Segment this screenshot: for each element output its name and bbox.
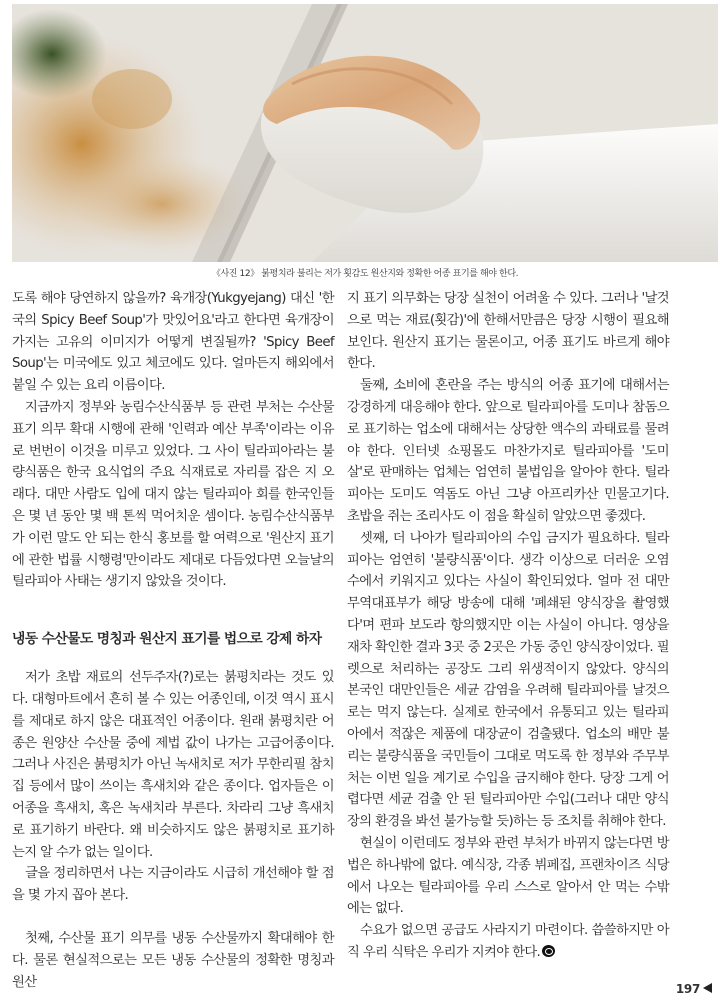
section-heading: 냉동 수산물도 명칭과 원산지 표기를 법으로 강제 하자 — [12, 631, 322, 648]
left-paragraph-4: 글을 정리하면서 나는 지금이라도 시급히 개선해야 할 점을 몇 가지 꼽아 본다. — [12, 866, 334, 904]
right-paragraph-5 — [347, 920, 669, 964]
right-paragraph-3: 셋째, 더 나아가 틸라피아의 수입 금지가 필요하다. 틸라피아는 엄연히 '불량식품'이다. 생각 이상으로 더러운 오염수에서 키워지고 있다는 사실이 확인되었다. 얼마 전 대만무역대표부가 해당 방송에 대해 '폐쇄된 양식장을 촬영했다'며 편파 보도라 항의했지만 이는 사실이 아니다. 영상을 재차 확인한 결과 3곳 중 2곳은 가동 중인 양식장이었다. 필렛으로 처리하는 공장도 그리 위생적이지 않았다. 양식의 본국인 대만인들은 세균 감염을 우려해 틸라피아를 날것으로는 먹지 않는다. 실제로 한국에서 유통되고 있는 틸라피아에서 적잖은 제품에 대장균이 검출됐다. 업소의 배만 불리는 불량식품을 국민들이 그대로 먹도록 한 정부와 주무부처는 이번 일을 계기로 수입을 금지해야 한다. 당장 그게 어렵다면 세균 검출 안 된 틸라피아만 수입(그러나 대만 양식장의 환경을 봐선 불가능할 듯)하는 등 조치를 취해야 한다. — [347, 530, 669, 830]
left-paragraph-3: 저가 초밥 재료의 선두주자(?)로는 붉평치라는 것도 있다. 대형마트에서 흔히 볼 수 있는 어종인데, 이것 역시 표시를 제대로 하지 않은 대표적인 어종이다. 원래 붉평치란 어종은 원양산 수산물 중에 제법 값이 나가는 고급어종이다. 그러나 사진은 붉평치가 아닌 녹새치로 저가 무한리필 참치집 등에서 많이 쓰이는 흑새치와 같은 종이다. 업자들은 이 어종을 흑새치, 혹은 녹새치라 부른다. 차라리 그냥 흑새치로 표기하기 바란다. 왜 비슷하지도 않은 붉평치로 표기하는지 알 수가 없는 일이다. — [12, 670, 334, 860]
closing-text: 수요가 없으면 공급도 사라지기 마련이다. 씁쓸하지만 아직 우리 식탁은 우리가 지켜야 한다. — [347, 923, 669, 960]
sushi-photo — [12, 4, 718, 262]
left-paragraph-1: 도록 해야 당연하지 않을까? 육개장(Yukgyejang) 대신 '한국의 Spicy Beef Soup'가 맛있어요'라고 한다면 육개장이 가지는 고유의 이미지가 어떻게 변질될까? 'Spicy Beef Soup'는 미국에도 있고 체코에도 있다. 얼마든지 해외에서 붙일 수 있는 요리 이름이다. — [12, 291, 334, 394]
end-mark-icon — [542, 945, 555, 957]
sushi-illustration — [12, 4, 718, 262]
page-number: 197 — [675, 982, 700, 996]
page-marker-triangle-icon — [703, 983, 712, 993]
right-column — [347, 288, 669, 964]
photo-caption: 《사진 12》 붉평치라 불리는 저가 횟감도 원산지와 정확한 어종 표기를 해야 한다. — [211, 269, 519, 279]
right-paragraph-1: 지 표기 의무화는 당장 실천이 어려울 수 있다. 그러나 '날것으로 먹는 재료(횟감)'에 한해서만큼은 당장 시행이 필요해 보인다. 원산지 표기는 물론이고, 어종 표기도 바르게 해야 한다. — [347, 291, 669, 372]
right-paragraph-2: 둘째, 소비에 혼란을 주는 방식의 어종 표기에 대해서는 강경하게 대응해야 한다. 앞으로 틸라피아를 도미나 참돔으로 표기하는 업소에 대해서는 상당한 액수의 과태료를 물려야 한다. 인터넷 쇼핑몰도 마찬가지로 틸라피아를 '도미살'로 판매하는 업체는 엄연히 불법임을 알아야 한다. 틸라피아는 도미도 역돔도 아닌 그냥 아프리카산 민물고기다. 초밥을 쥐는 조리사도 이 점을 확실히 알았으면 좋겠다. — [347, 378, 669, 524]
left-paragraph-5: 첫째, 수산물 표기 의무를 냉동 수산물까지 확대해야 한다. 물론 현실적으로는 모든 냉동 수산물의 정확한 명칭과 원산 — [12, 930, 334, 990]
left-paragraph-2: 지금까지 정부와 농림수산식품부 등 관련 부처는 수산물 표기 의무 확대 시행에 관해 '인력과 예산 부족'이라는 이유로 번번이 이것을 미루고 있었다. 그 사이 틸라피아라는 불량식품은 한국 요식업의 주요 식재료로 자리를 잡은 지 오래다. 대만 사람도 입에 대지 않는 틸라피아 회를 한국인들은 몇 년 동안 몇 백 톤씩 먹어치운 셈이다. 농림수산식품부가 이런 말도 안 되는 한식 홍보를 할 여력으로 '원산지 표기에 관한 법률 시행령'만이라도 제대로 다듬었다면 오늘날의 틸라피아 사태는 생기지 않았을 것이다. — [12, 399, 334, 590]
right-paragraph-4: 현실이 이런데도 정부와 관련 부처가 바뀌지 않는다면 방법은 하나밖에 없다. 예식장, 각종 뷔페집, 프랜차이즈 식당에서 나오는 틸라피아를 우리 스스로 알아서 안 먹는 수밖에는 없다. — [347, 835, 669, 917]
left-column — [12, 288, 334, 993]
